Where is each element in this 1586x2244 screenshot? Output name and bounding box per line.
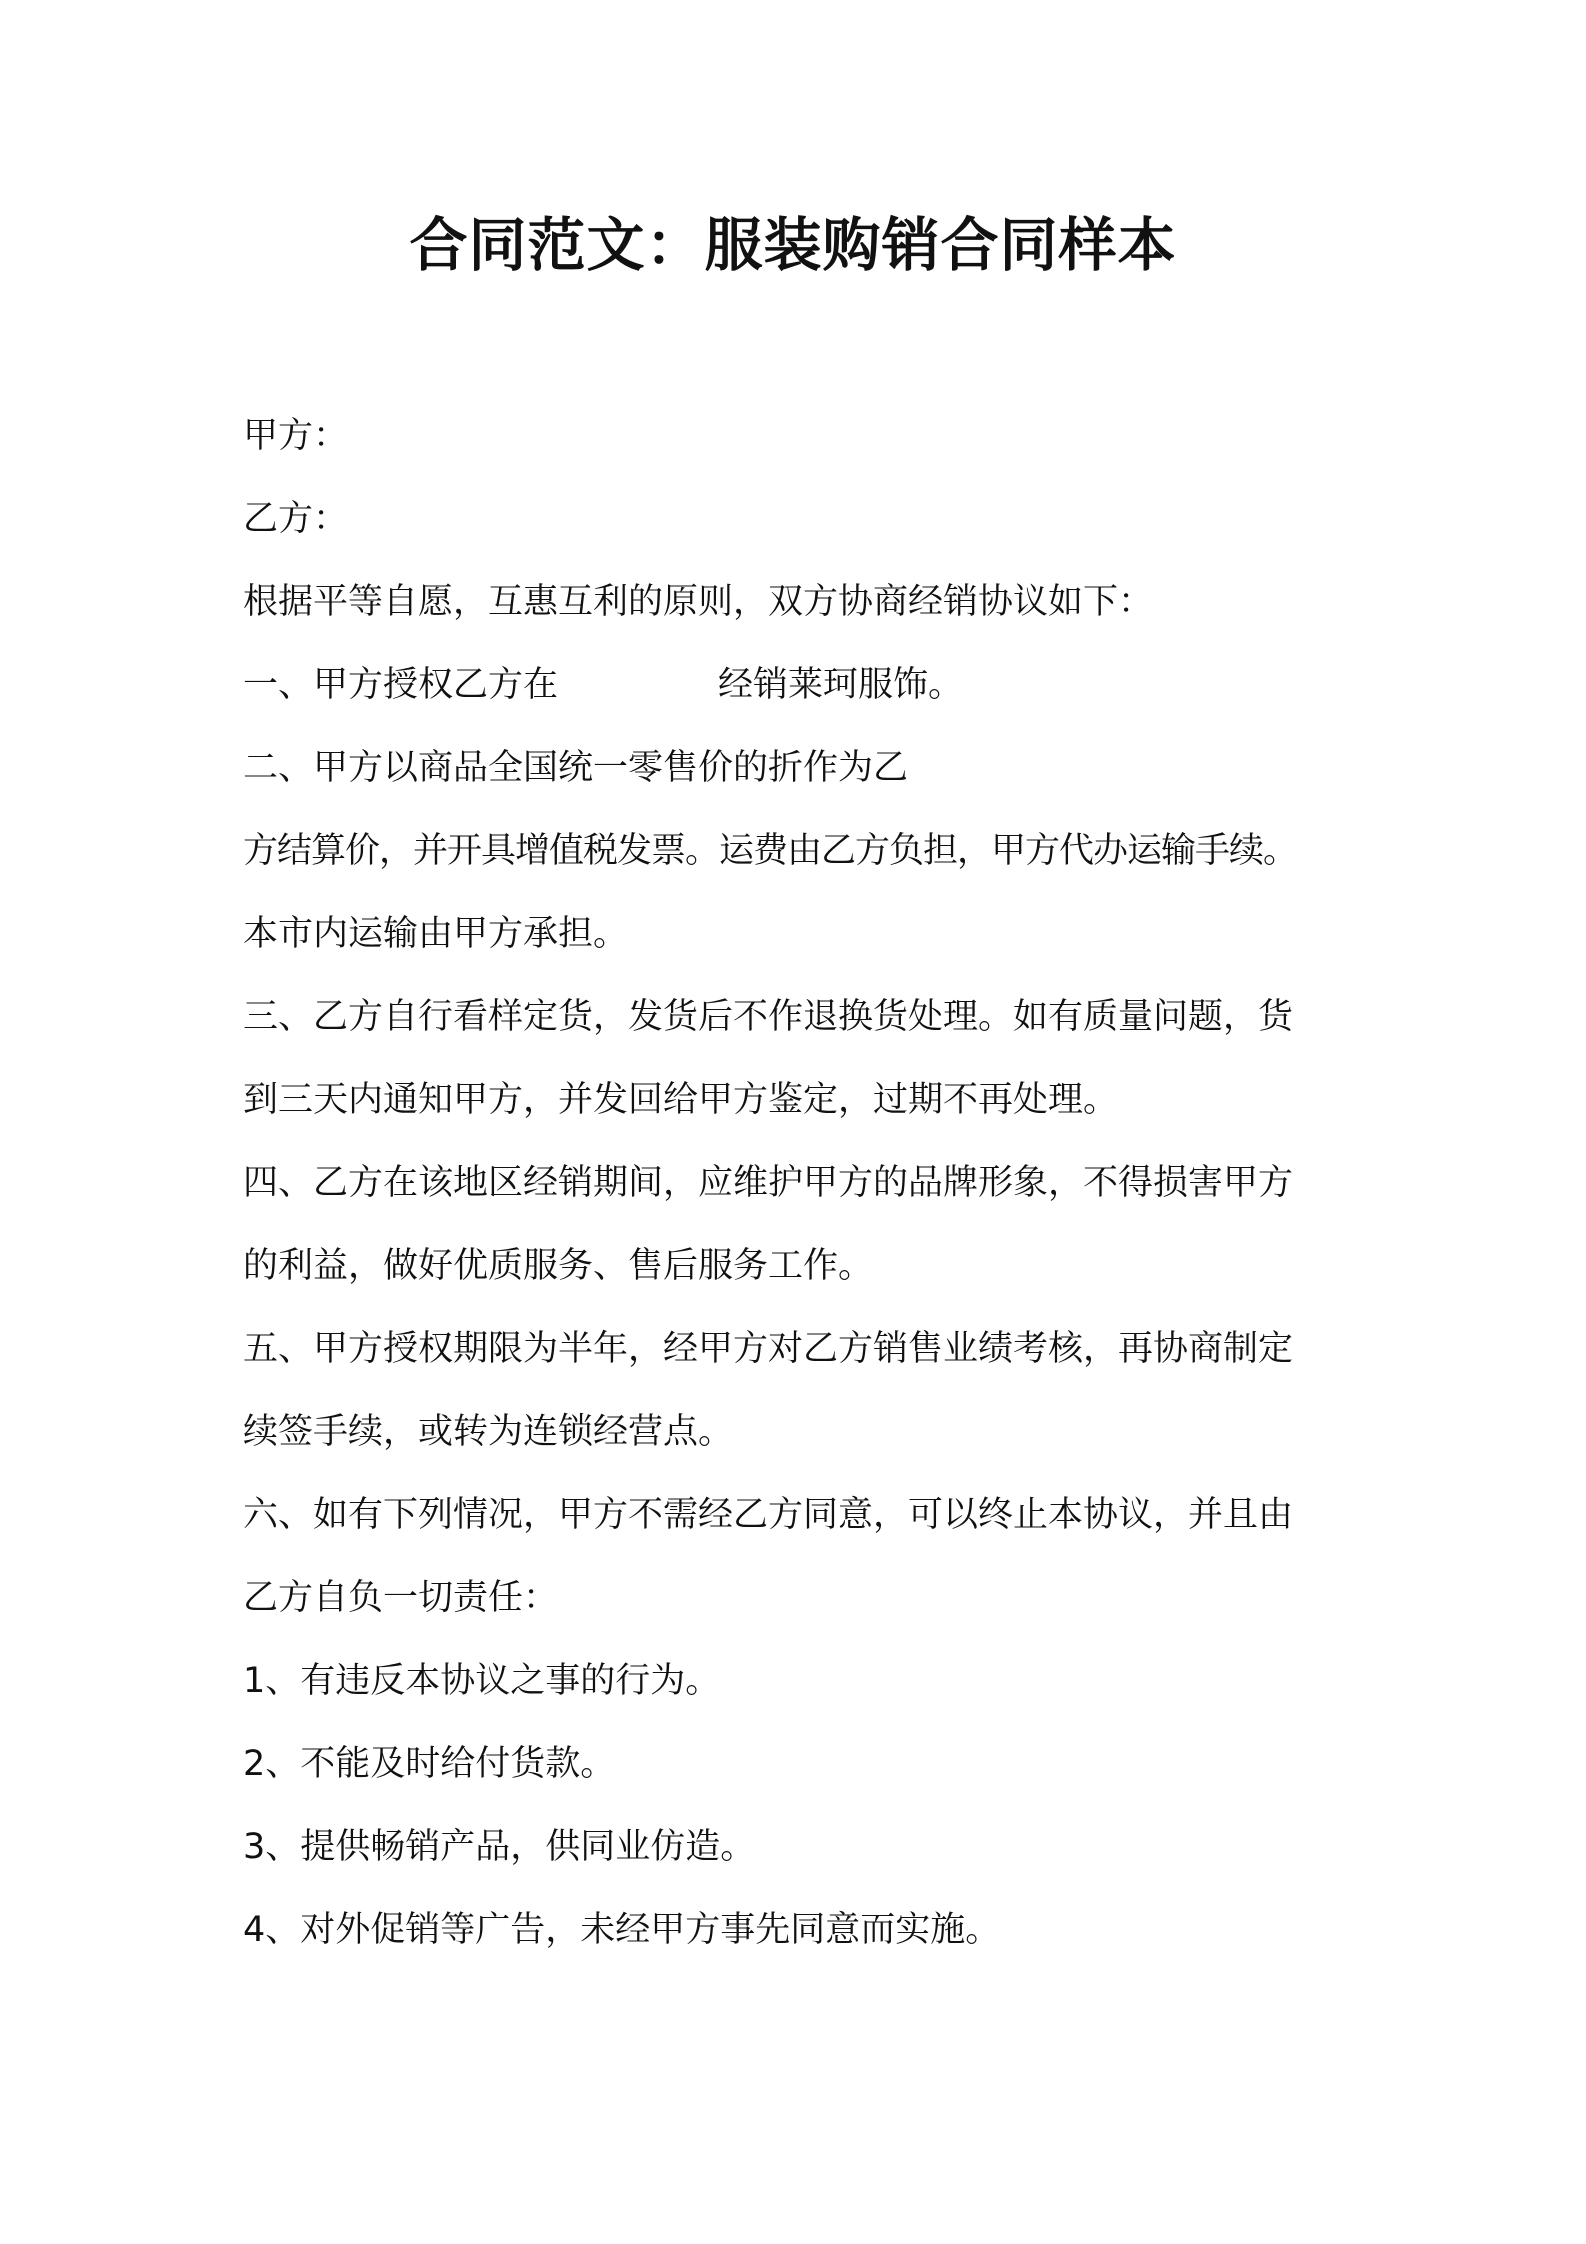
list-item-2: 2、不能及时给付货款。 (243, 1744, 616, 1784)
clause-6-line-2: 乙方自负一切责任： (243, 1578, 559, 1618)
clause-3-line-2: 到三天内通知甲方，并发回给甲方鉴定，过期不再处理。 (243, 1080, 1119, 1120)
list-item-1: 1、有违反本协议之事的行为。 (243, 1661, 721, 1701)
clause-1-after: 经销莱珂服饰。 (718, 665, 964, 705)
document-title: 合同范文：服装购销合同样本 (409, 211, 1177, 279)
clause-6-line-1: 六、如有下列情况，甲方不需经乙方同意，可以终止本协议，并且由 (243, 1495, 1294, 1535)
clause-3-line-1: 三、乙方自行看样定货，发货后不作退换货处理。如有质量问题，货 (243, 997, 1294, 1037)
clause-2-line-3: 本市内运输由甲方承担。 (243, 914, 629, 954)
clause-1 (243, 644, 1363, 727)
clause-5-line-1: 五、甲方授权期限为半年，经甲方对乙方销售业绩考核，再协商制定 (243, 1329, 1294, 1369)
list-item-3: 3、提供畅销产品，供同业仿造。 (243, 1827, 756, 1867)
party-a-label: 甲方： (243, 416, 349, 456)
clause-4-line-1: 四、乙方在该地区经销期间，应维护甲方的品牌形象，不得损害甲方 (243, 1163, 1294, 1203)
list-item-4: 4、对外促销等广告，未经甲方事先同意而实施。 (243, 1910, 1001, 1950)
clause-5-line-2: 续签手续，或转为连锁经营点。 (243, 1412, 734, 1452)
clause-2-line-1: 二、甲方以商品全国统一零售价的折作为乙 (243, 748, 909, 788)
intro-paragraph: 根据平等自愿，互惠互利的原则，双方协商经销协议如下： (243, 582, 1154, 622)
clause-1-before: 一、甲方授权乙方在 (243, 665, 559, 705)
party-b-label: 乙方： (243, 499, 349, 539)
document-body (243, 395, 1363, 1972)
clause-2-line-2: 方结算价，并开具增值税发票。运费由乙方负担，甲方代办运输手续。 (243, 831, 1298, 871)
clause-4-line-2: 的利益，做好优质服务、售后服务工作。 (243, 1246, 874, 1286)
